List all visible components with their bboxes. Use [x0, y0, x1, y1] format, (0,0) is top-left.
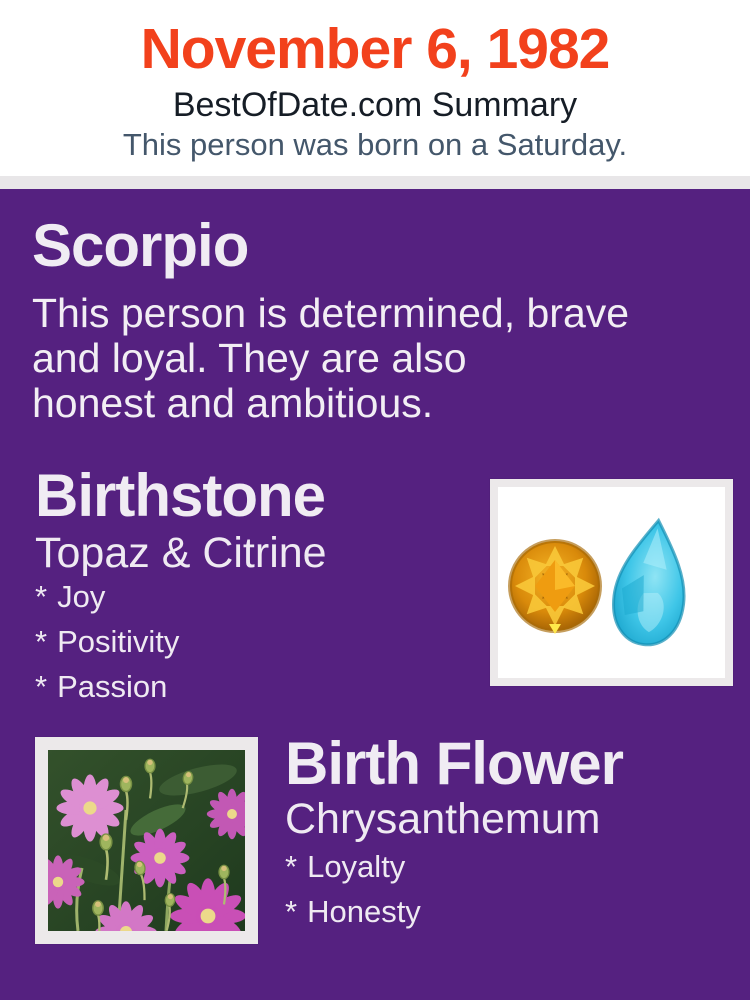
trait-item — [285, 849, 421, 894]
birthstone-photo-inner — [498, 487, 725, 678]
birth-flower-name: Chrysanthemum — [285, 795, 601, 843]
birthstone-name: Topaz & Citrine — [35, 529, 327, 577]
trait-label: Loyalty — [307, 849, 406, 884]
gems-illustration — [498, 487, 725, 678]
trait-label: Joy — [57, 579, 106, 614]
trait-item — [35, 579, 179, 624]
zodiac-description-line: This person is determined, brave — [32, 290, 630, 336]
birth-flower-trait-list — [285, 849, 421, 939]
bullet-star: * — [35, 579, 48, 614]
bullet-star: * — [285, 849, 298, 884]
divider-band — [0, 176, 750, 189]
birthstone-trait-list — [35, 579, 179, 714]
bullet-star: * — [35, 669, 48, 704]
zodiac-description — [32, 291, 629, 426]
birth-flower-photo-inner — [48, 750, 245, 931]
birth-flower-title: Birth Flower — [285, 730, 624, 797]
trait-label: Positivity — [57, 624, 180, 659]
topaz-gem — [609, 516, 694, 649]
zodiac-sign-title: Scorpio — [32, 212, 249, 279]
bullet-star: * — [285, 894, 298, 929]
born-day-line: This person was born on a Saturday. — [122, 127, 628, 162]
trait-item — [35, 624, 179, 669]
bullet-star: * — [35, 624, 48, 659]
page-title-date: November 6, 1982 — [140, 17, 610, 81]
trait-item — [35, 669, 179, 714]
trait-label: Honesty — [307, 894, 421, 929]
birth-flower-photo — [35, 737, 258, 944]
main-panel — [0, 189, 750, 1000]
citrine-gem — [510, 541, 600, 634]
trait-item — [285, 894, 421, 939]
zodiac-description-line: and loyal. They are also — [32, 335, 467, 381]
zodiac-description-line: honest and ambitious. — [32, 380, 434, 426]
trait-label: Passion — [57, 669, 168, 704]
birthstone-title: Birthstone — [35, 462, 325, 529]
birthstone-photo — [490, 479, 733, 686]
site-summary-line: BestOfDate.com Summary — [172, 86, 578, 124]
chrysanthemum-illustration — [48, 750, 245, 931]
